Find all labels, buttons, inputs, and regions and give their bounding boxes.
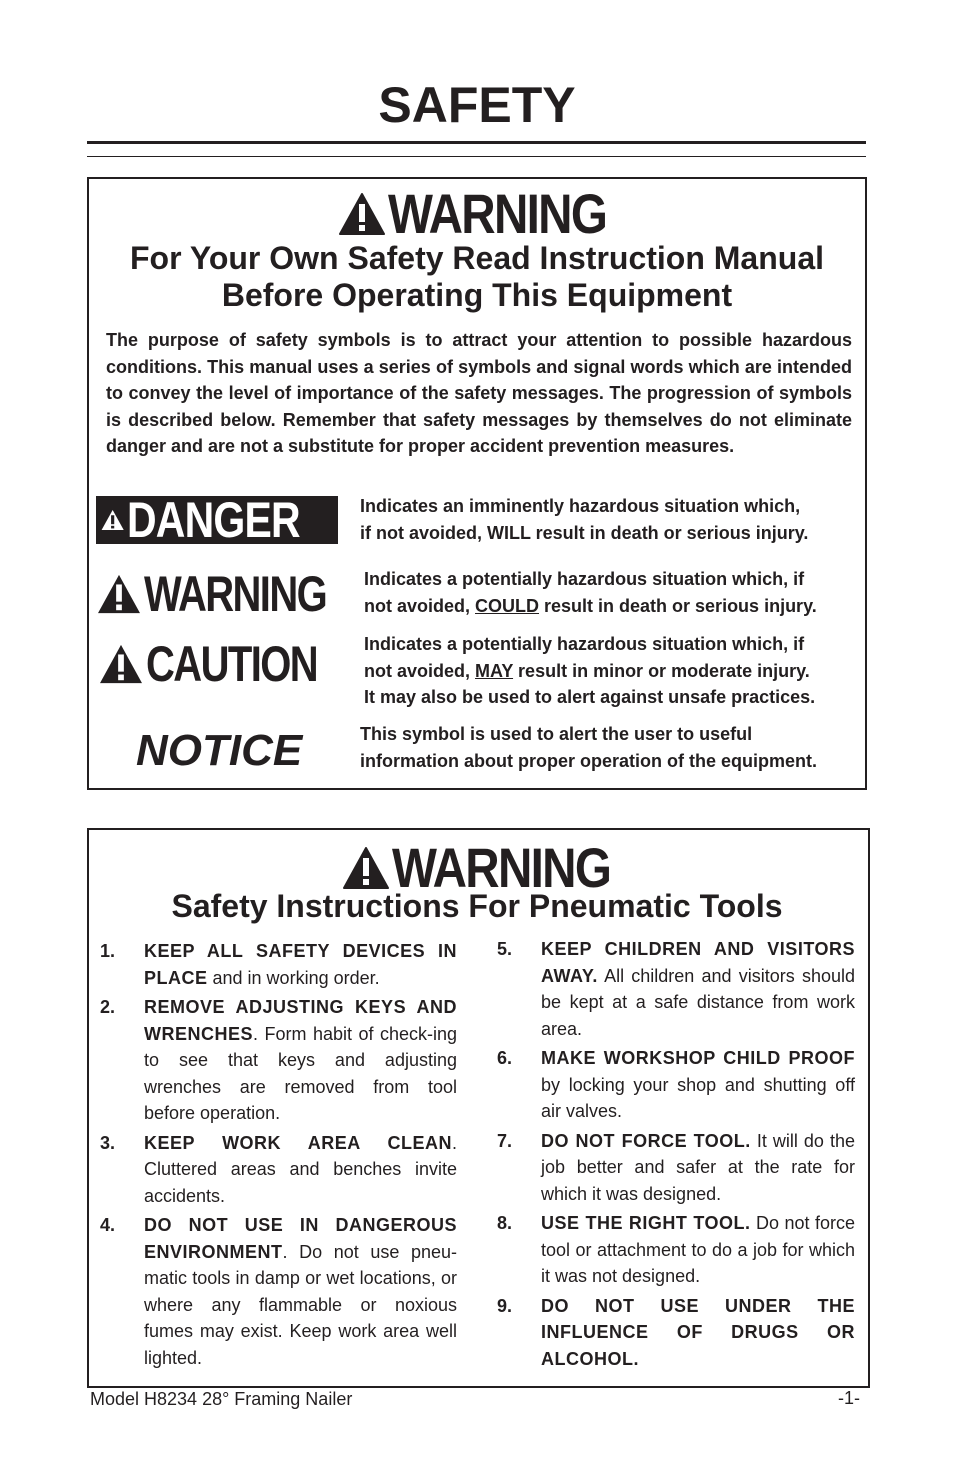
- warning-word: WARNING: [144, 566, 327, 622]
- item-text: [144, 938, 457, 991]
- warning-definition-line2: [364, 593, 864, 620]
- item-number: 9.: [497, 1295, 513, 1316]
- item-heading: DO NOT USE UNDER THE INFLUENCE OF DRUGS OR ALCOHOL.: [541, 1295, 855, 1369]
- title-rule-thin: [87, 156, 866, 157]
- caution-signal: [98, 636, 360, 692]
- danger-definition-line1: Indicates an imminently hazardous situation which,: [360, 496, 801, 516]
- item-body: . Form habit of check-ing to see that keys and adjusting wrenches are removed from tool before operation.: [144, 1023, 457, 1123]
- list-item: [497, 1293, 855, 1373]
- warning-definition-line1: Indicates a potentially hazardous situation which, if: [364, 569, 805, 589]
- item-number: 6.: [497, 1048, 513, 1068]
- warning-signal: [96, 566, 372, 622]
- caution-definition-line2: [364, 658, 864, 685]
- notice-word: NOTICE: [136, 726, 303, 775]
- caution-definition-emphasis: MAY: [475, 660, 514, 681]
- warning-definition-line2-pre: not avoided,: [364, 595, 476, 616]
- caution-definition: [364, 631, 864, 711]
- item-body: . Do not use pneu-matic tools in damp or wet locations, or where any flammable or noxious fumes may exist. Keep work area well lighted.: [144, 1241, 457, 1368]
- item-body: Do not force tool or attachment to do a job for which it was not designed.: [541, 1213, 855, 1286]
- list-item: [497, 936, 855, 1042]
- footer-model: Model H8234 28° Framing Nailer: [90, 1389, 353, 1409]
- caution-definition-line1: Indicates a potentially hazardous situation which, if: [364, 634, 805, 654]
- item-heading: DO NOT FORCE TOOL.: [541, 1130, 751, 1151]
- warning-triangle-icon: [338, 192, 386, 236]
- item-text: [541, 1293, 855, 1373]
- list-item: [497, 1210, 855, 1290]
- notice-definition-line2: information about proper operation of the equipment.: [360, 750, 817, 771]
- caution-definition-line3: It may also be used to alert against unsafe practices.: [364, 687, 816, 707]
- item-number: 5.: [497, 939, 513, 959]
- box1-warning-header: [338, 182, 645, 245]
- item-heading: DO NOT USE IN DANGEROUS ENVIRONMENT: [144, 1215, 457, 1262]
- caution-definition-line2-pre: not avoided,: [364, 660, 476, 681]
- item-text: [541, 1128, 855, 1208]
- item-body: . Cluttered areas and benches invite accidents.: [144, 1132, 457, 1206]
- warning-definition-line2-post: result in death or serious injury.: [539, 595, 817, 616]
- box1-intro-paragraph: The purpose of safety symbols is to attract your attention to possible hazardous conditions. This manual uses a series of symbols and signal words which are intended to convey the level of importance of the safety messages. The progression of symbols is described below. Remember that safety messages by themselves do not eliminate danger and are not a substitute for proper accident prevention measures.: [106, 330, 852, 456]
- footer-page-number: -1-: [838, 1388, 860, 1408]
- box1-warning-word: WARNING: [388, 182, 607, 245]
- item-body: and in working order.: [207, 967, 380, 988]
- item-body: by locking your shop and shutting off air valves.: [541, 1074, 855, 1121]
- list-item: [497, 1128, 855, 1208]
- list-item: [100, 1212, 457, 1371]
- item-body: All children and visitors should be kept at a safe distance from work area.: [541, 965, 855, 1039]
- danger-triangle-icon: [100, 499, 125, 541]
- page-title: SAFETY: [378, 77, 576, 133]
- item-text: [541, 1045, 855, 1125]
- warning-definition: [364, 566, 864, 619]
- box2-warning-word: WARNING: [392, 836, 611, 899]
- item-heading: KEEP CHILDREN AND VISITORS AWAY.: [541, 939, 855, 986]
- box1-subtitle: [87, 240, 867, 314]
- box1-subtitle-line1: For Your Own Safety Read Instruction Manual: [129, 240, 824, 276]
- list-item: [100, 994, 457, 1127]
- item-number: 2.: [100, 997, 116, 1017]
- item-heading: MAKE WORKSHOP CHILD PROOF: [541, 1048, 855, 1068]
- item-heading: REMOVE ADJUSTING KEYS AND WRENCHES: [144, 997, 457, 1044]
- danger-definition-line2: if not avoided, WILL result in death or serious injury.: [360, 522, 809, 543]
- item-number: 8.: [497, 1213, 513, 1233]
- caution-triangle-icon: [98, 643, 144, 685]
- danger-word: DANGER: [127, 492, 301, 548]
- item-text: [144, 1212, 457, 1371]
- list-item: [100, 1130, 457, 1210]
- list-item: [497, 1045, 855, 1125]
- warning-triangle-icon: [96, 573, 142, 615]
- item-text: [144, 1130, 457, 1210]
- item-number: 3.: [100, 1132, 116, 1153]
- item-heading: USE THE RIGHT TOOL.: [541, 1213, 751, 1233]
- item-number: 7.: [497, 1130, 513, 1151]
- item-number: 4.: [100, 1215, 116, 1235]
- notice-definition-line1: This symbol is used to alert the user to useful: [360, 724, 753, 744]
- instructions-column-right: [497, 936, 855, 1375]
- box2-subtitle: Safety Instructions For Pneumatic Tools: [171, 888, 783, 924]
- item-body: It will do the job better and safer at the rate for which it was designed.: [541, 1130, 856, 1204]
- danger-badge: [96, 492, 338, 548]
- box2-warning-header: [342, 836, 649, 899]
- list-item: [100, 938, 457, 991]
- item-text: [541, 1210, 855, 1290]
- notice-definition: [360, 721, 860, 774]
- danger-definition: [360, 493, 860, 546]
- caution-word: CAUTION: [146, 636, 318, 692]
- item-number: 1.: [100, 941, 116, 961]
- item-heading: KEEP WORK AREA CLEAN: [144, 1132, 452, 1153]
- box1-subtitle-line2: Before Operating This Equipment: [221, 277, 733, 313]
- title-rule-thick: [87, 141, 866, 144]
- item-heading: KEEP ALL SAFETY DEVICES IN PLACE: [144, 941, 457, 988]
- instructions-column-left: [100, 938, 457, 1374]
- caution-definition-line2-post: result in minor or moderate injury.: [513, 660, 810, 681]
- warning-triangle-icon: [342, 846, 390, 890]
- item-text: [541, 936, 855, 1042]
- warning-definition-emphasis: COULD: [475, 595, 540, 616]
- item-text: [144, 994, 457, 1127]
